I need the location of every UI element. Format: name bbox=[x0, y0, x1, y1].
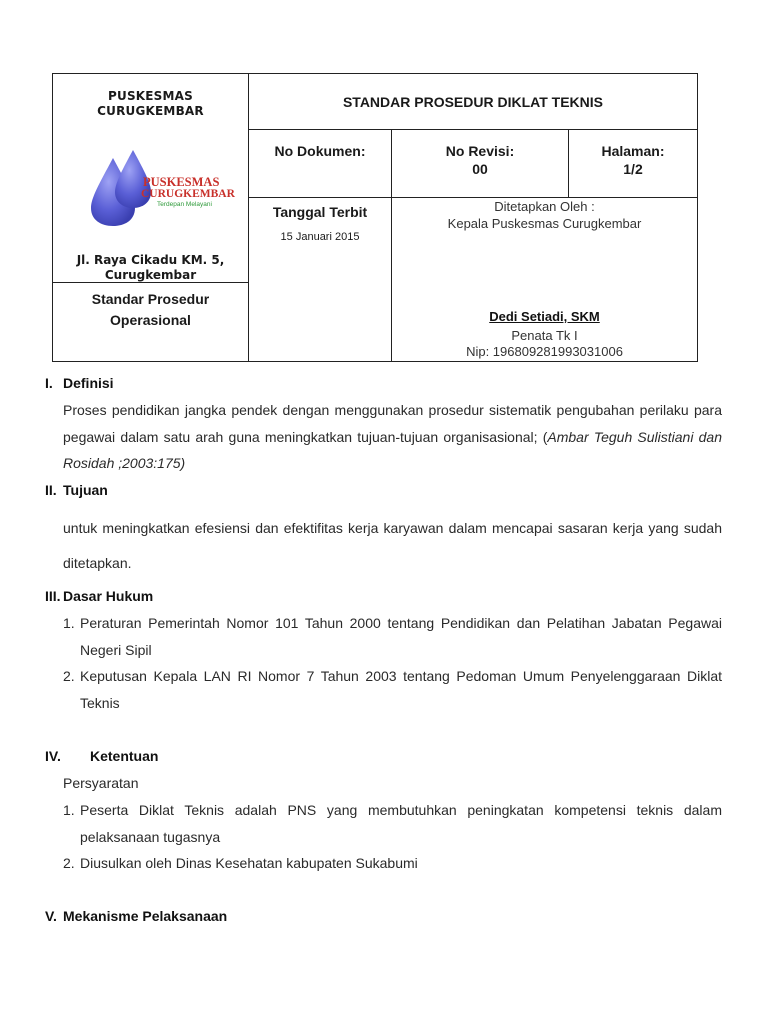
halaman-label: Halaman: bbox=[601, 143, 665, 159]
list-item bbox=[63, 663, 722, 716]
section-1-number: I. bbox=[45, 375, 53, 391]
sop-label-line2: Operasional bbox=[110, 312, 191, 328]
list-item-number: 2. bbox=[63, 668, 75, 684]
section-4-heading bbox=[45, 748, 159, 764]
no-revisi-value: 00 bbox=[472, 161, 488, 177]
legal-basis-list bbox=[63, 610, 722, 716]
tanggal-cell bbox=[249, 198, 392, 362]
definition-text: Proses pendidikan jangka pendek dengan menggunakan prosedur sistematik pengubahan perilaku para pegawai dalam satu arah guna meningkatkan tujuan-tujuan organisasional; ( bbox=[63, 402, 722, 445]
list-item-text: Peraturan Pemerintah Nomor 101 Tahun 2000 tentang Pendidikan dan Pelatihan Jabatan Pegawai Negeri Sipil bbox=[80, 615, 722, 658]
signer-nip: Nip: 196809281993031006 bbox=[466, 344, 623, 359]
logo-text-1: PUSKESMAS bbox=[143, 175, 220, 189]
signer-rank: Penata Tk I bbox=[511, 328, 578, 343]
section-3-number: III. bbox=[45, 588, 61, 604]
list-item bbox=[63, 797, 722, 850]
halaman-value: 1/2 bbox=[623, 161, 643, 177]
sop-label-line1: Standar Prosedur bbox=[91, 291, 210, 307]
no-dokumen-cell bbox=[249, 130, 392, 198]
section-4-title: Ketentuan bbox=[90, 748, 159, 764]
puskesmas-logo bbox=[91, 150, 241, 226]
list-item-number: 2. bbox=[63, 855, 75, 871]
sop-label bbox=[53, 282, 248, 346]
section-1-text bbox=[63, 397, 722, 477]
section-2-text: untuk meningkatkan efesiensi dan efektifitas kerja karyawan dalam mencapai sasaran kerja yang sudah ditetapkan. bbox=[63, 520, 722, 571]
section-2-number: II. bbox=[45, 482, 57, 498]
halaman-cell bbox=[569, 130, 698, 198]
list-item-number: 1. bbox=[63, 802, 75, 818]
ditetapkan-label: Ditetapkan Oleh : bbox=[494, 199, 595, 214]
doc-title: STANDAR PROSEDUR DIKLAT TEKNIS bbox=[249, 74, 698, 130]
list-item bbox=[63, 850, 722, 877]
signature-cell bbox=[392, 198, 698, 362]
definition-citation: Ambar Teguh Sulistiani dan Rosidah ;2003:175) bbox=[63, 428, 722, 471]
section-5-heading bbox=[45, 908, 228, 924]
logo-tagline: Terdepan Melayani bbox=[157, 201, 212, 208]
no-revisi-label: No Revisi: bbox=[445, 143, 515, 159]
signer-name: Dedi Setiadi, SKM bbox=[489, 309, 600, 324]
list-item bbox=[63, 610, 722, 663]
org-cell bbox=[53, 74, 249, 362]
section-4-subheading: Persyaratan bbox=[63, 775, 139, 791]
section-2-title: Tujuan bbox=[63, 482, 108, 498]
list-item-number: 1. bbox=[63, 615, 75, 631]
address-line1: Jl. Raya Cikadu KM. 5, bbox=[76, 253, 225, 267]
list-item-text: Diusulkan oleh Dinas Kesehatan kabupaten Sukabumi bbox=[80, 855, 418, 871]
section-1-heading bbox=[45, 375, 114, 391]
org-name bbox=[53, 89, 248, 119]
org-address bbox=[53, 253, 248, 283]
org-name-line1: PUSKESMAS bbox=[108, 89, 193, 103]
no-dokumen-label: No Dokumen: bbox=[274, 143, 366, 159]
org-name-line2: CURUGKEMBAR bbox=[97, 104, 204, 118]
logo-text-2: CURUGKEMBAR bbox=[141, 188, 235, 200]
list-item-text: Peserta Diklat Teknis adalah PNS yang membutuhkan peningkatan kompetensi teknis dalam pelaksanaan tugasnya bbox=[80, 802, 722, 845]
section-3-title: Dasar Hukum bbox=[63, 588, 154, 604]
section-4-number: IV. bbox=[45, 748, 61, 764]
section-1-title: Definisi bbox=[63, 375, 114, 391]
list-item-text: Keputusan Kepala LAN RI Nomor 7 Tahun 2003 tentang Pedoman Umum Penyelenggaraan Diklat Teknis bbox=[80, 668, 722, 711]
address-line2: Curugkembar bbox=[104, 268, 197, 282]
section-2-heading bbox=[45, 482, 108, 498]
tanggal-value: 15 Januari 2015 bbox=[280, 231, 360, 243]
section-5-title: Mekanisme Pelaksanaan bbox=[63, 908, 228, 924]
no-revisi-cell bbox=[392, 130, 569, 198]
header-table bbox=[52, 73, 698, 362]
tanggal-label: Tanggal Terbit bbox=[272, 204, 368, 220]
section-3-heading bbox=[45, 588, 154, 604]
requirements-list bbox=[63, 797, 722, 877]
section-5-number: V. bbox=[45, 908, 57, 924]
ditetapkan-by: Kepala Puskesmas Curugkembar bbox=[447, 216, 642, 231]
